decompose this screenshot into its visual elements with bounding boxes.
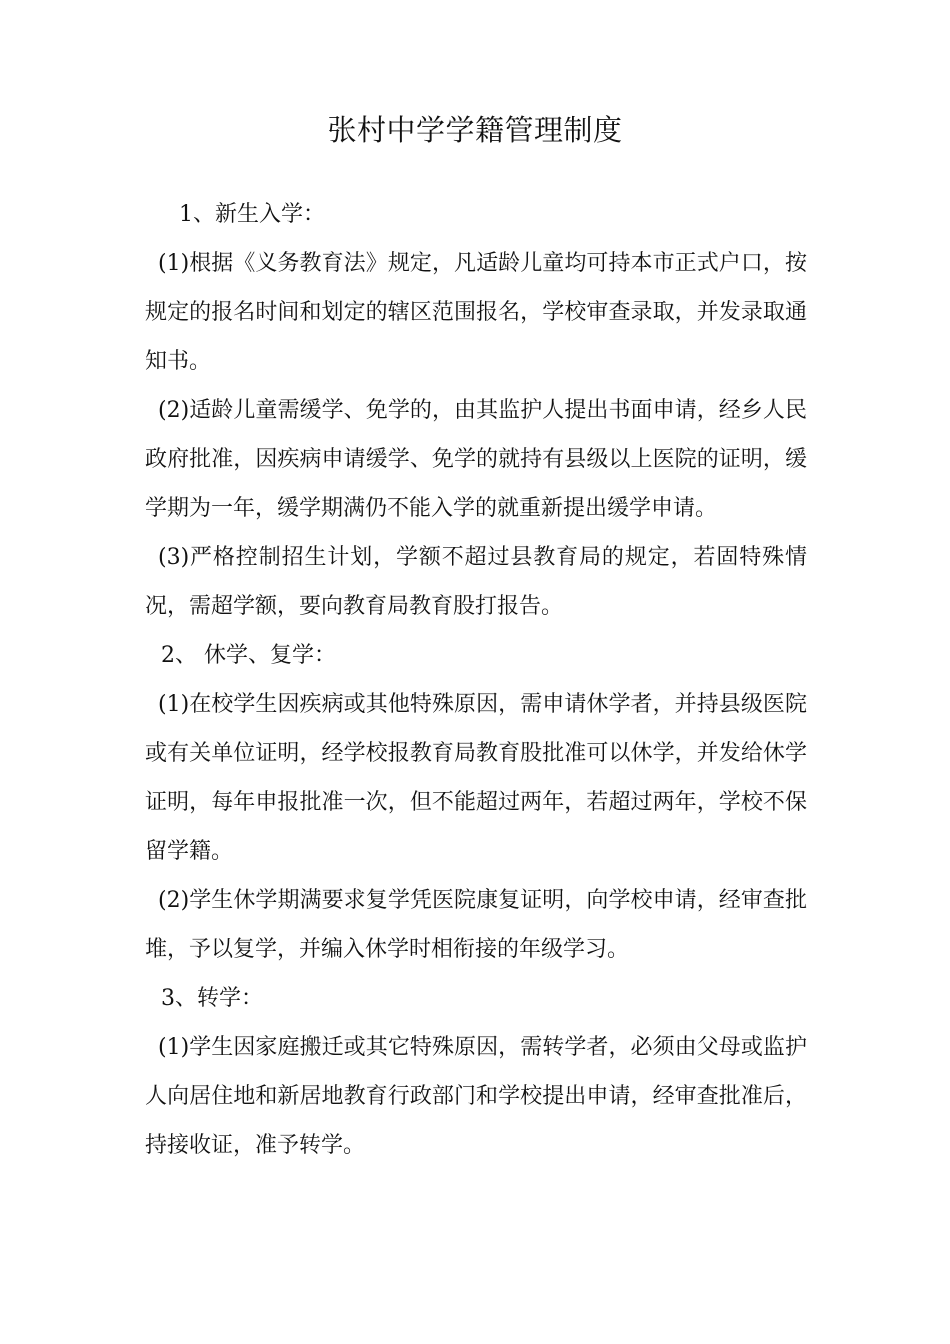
section-heading-new-enrollment: 1、新生入学： bbox=[179, 202, 325, 227]
section-heading-suspension-resumption: 2、 休学、复学： bbox=[161, 643, 336, 668]
document-title: 张村中学学籍管理制度 bbox=[327, 113, 623, 147]
document-body bbox=[145, 190, 807, 1170]
section-heading-transfer: 3、转学： bbox=[161, 986, 263, 1011]
paragraph-enrollment-3: (3)严格控制招生计划，学额不超过县教育局的规定，若固特殊情况，需超学额，要向教育局教育股打报告。 bbox=[145, 545, 807, 619]
paragraph-suspension-1: (1)在校学生因疾病或其他特殊原因，需申请休学者，并持县级医院或有关单位证明，经学校报教育局教育股批准可以休学，并发给休学证明，每年申报批准一次，但不能超过两年，若超过两年，学校不保留学籍。 bbox=[145, 692, 807, 864]
paragraph-enrollment-1: (1)根据《义务教育法》规定，凡适龄儿童均可持本市正式户口，按规定的报名时间和划定的辖区范围报名，学校审查录取，并发录取通知书。 bbox=[145, 251, 807, 374]
paragraph-suspension-2: (2)学生休学期满要求复学凭医院康复证明，向学校申请，经审查批堆，予以复学，并编入休学时相衔接的年级学习。 bbox=[145, 888, 807, 962]
paragraph-enrollment-2: (2)适龄儿童需缓学、免学的，由其监护人提出书面申请，经乡人民政府批准，因疾病申请缓学、免学的就持有县级以上医院的证明，缓学期为一年，缓学期满仍不能入学的就重新提出缓学申请。 bbox=[145, 398, 807, 521]
paragraph-transfer-1: (1)学生因家庭搬迁或其它特殊原因，需转学者，必须由父母或监护人向居住地和新居地教育行政部门和学校提出申请，经审查批准后，持接收证，准予转学。 bbox=[145, 1035, 807, 1158]
